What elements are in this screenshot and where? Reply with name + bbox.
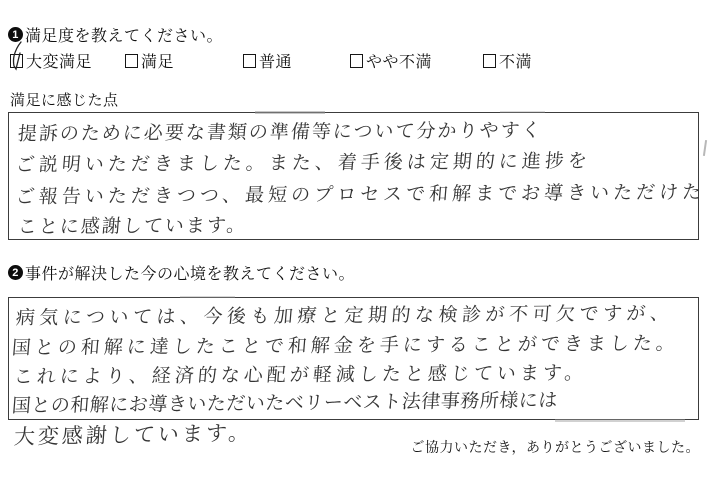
checkbox-manzoku[interactable] <box>125 54 138 68</box>
option-fuman[interactable] <box>483 49 532 72</box>
handwritten-line: 国との和解に達したことで和解金を手にすることができました。 <box>10 333 680 360</box>
handwritten-line: これにより、経済的な心配が軽減したと感じています。 <box>12 362 589 389</box>
scan-artifact <box>703 140 707 156</box>
handwritten-line: 提訴のために必要な書類の準備等について分かりやすく <box>16 120 544 146</box>
checkbox-daihen-manzoku[interactable] <box>10 54 23 68</box>
option-label: 普通 <box>259 54 293 71</box>
option-label: 満足 <box>141 54 175 71</box>
question-1-heading <box>8 23 223 46</box>
handwritten-line: 国との和解にお導きいただいたベリーベスト法律事務所様には <box>11 390 559 418</box>
checkbox-fuman[interactable] <box>483 54 496 68</box>
option-futsuu[interactable] <box>243 49 292 72</box>
option-yaya-fuman[interactable] <box>350 49 432 72</box>
checkbox-yaya-fuman[interactable] <box>350 54 363 68</box>
option-label: 大変満足 <box>26 54 93 71</box>
question-2-heading <box>8 261 355 284</box>
option-manzoku[interactable] <box>125 49 174 72</box>
thanks-note: ご協力いただき，ありがとうございました。 <box>410 441 700 456</box>
circled-2-icon: 2 <box>8 265 23 280</box>
question-1-title: 満足度を教えてください。 <box>25 28 224 45</box>
handwritten-line: ことに感謝しています。 <box>16 215 249 239</box>
handwritten-line: ご説明いただきました。また、着手後は定期的に進捗を <box>14 150 592 177</box>
checkbox-futsuu[interactable] <box>243 54 256 68</box>
handwritten-line: ご報告いただきつつ、最短のプロセスで和解までお導きいただけた <box>14 182 706 209</box>
satisfaction-points-label: 満足に感じた点 <box>10 93 119 109</box>
option-label: 不満 <box>499 54 533 71</box>
circled-1-icon: 1 <box>8 27 23 42</box>
option-label: やや不満 <box>366 54 433 71</box>
handwritten-line: 病気については、今後も加療と定期的な検診が不可欠ですが、 <box>14 303 675 330</box>
handwritten-line: 大変感謝しています。 <box>13 421 253 450</box>
option-daihen-manzoku[interactable] <box>10 49 92 72</box>
question-2-title: 事件が解決した今の心境を教えてください。 <box>25 266 356 283</box>
